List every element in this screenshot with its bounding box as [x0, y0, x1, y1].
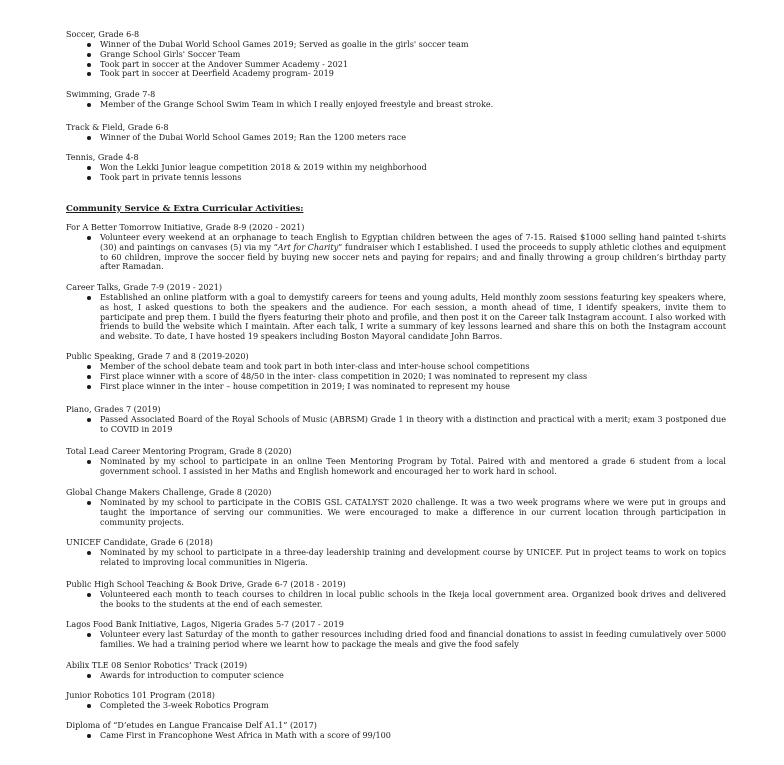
activity-public-speaking — [66, 352, 726, 391]
activity-title: Public High School Teaching & Book Drive, Grade 6-7 (2018 - 2019) — [66, 579, 346, 589]
list-item: Member of the school debate team and took part in both inter-class and inter-house school competitions — [66, 362, 726, 372]
activity-list — [66, 498, 726, 528]
activity-list — [66, 133, 726, 143]
list-item: Passed Associated Board of the Royal Schools of Music (ABRSM) Grade 1 in theory with a distinction and practical with a merit; exam 3 postponed due to COVID in 2019 — [66, 415, 726, 435]
activity-title: Soccer, Grade 6-8 — [66, 29, 140, 39]
activity-list — [66, 293, 726, 342]
section-heading: Community Service & Extra Curricular Activities: — [66, 204, 304, 214]
activity-list — [66, 590, 726, 610]
activity-list — [66, 415, 726, 435]
activity-list — [66, 731, 726, 741]
list-item: Nominated by my school to participate in the COBIS GSL CATALYST 2020 challenge. It was a two week programs where we were put in groups and taught the importance of serving our communities. We were encouraged to make a difference in our current location through participation in community projects. — [66, 498, 726, 528]
activity-list — [66, 40, 726, 79]
list-item: Nominated by my school to participate in a three-day leadership training and development course by UNICEF. Put in project teams to work on topics related to improving local communities in Nigeria. — [66, 548, 726, 568]
activity-unicef — [66, 538, 726, 568]
activity-list — [66, 457, 726, 477]
list-item: Completed the 3-week Robotics Program — [66, 701, 726, 711]
list-item: Awards for introduction to computer science — [66, 671, 726, 681]
activity-senior-robotics — [66, 661, 726, 681]
activity-total-mentoring — [66, 447, 726, 477]
activity-title: Global Change Makers Challenge, Grade 8 (2020) — [66, 487, 272, 497]
activity-list — [66, 701, 726, 711]
activity-list — [66, 233, 726, 272]
list-item: Volunteer every last Saturday of the month to gather resources including dried food and financial donations to assist in feeding cumulatively over 5000 families. We had a training period where we learnt how to package the meals and give the food safely — [66, 630, 726, 650]
activity-better-tomorrow — [66, 223, 726, 272]
activity-teaching-book-drive — [66, 580, 726, 610]
activity-title: For A Better Tomorrow Initiative, Grade 8-9 (2020 - 2021) — [66, 222, 305, 232]
list-item: First place winner with a score of 48/50 in the inter- class competition in 2020; I was nominated to represent my class — [66, 372, 726, 382]
activity-soccer — [66, 30, 726, 79]
activity-title: Swimming, Grade 7-8 — [66, 89, 156, 99]
activity-list — [66, 362, 726, 392]
activity-delf-diploma — [66, 721, 726, 741]
activity-list — [66, 671, 726, 681]
activity-junior-robotics — [66, 691, 726, 711]
activity-career-talks — [66, 283, 726, 342]
activity-title: Career Talks, Grade 7-9 (2019 - 2021) — [66, 282, 222, 292]
activity-swimming — [66, 90, 726, 110]
activity-food-bank — [66, 620, 726, 650]
activity-list — [66, 630, 726, 650]
activity-title: Track & Field, Grade 6-8 — [66, 122, 169, 132]
item-text: Volunteer every weekend at an orphanage to teach English to Egyptian children between the ages of 7-15. Raised $1000 selling hand painted t-shirts (30) and paintings on canvases (5) via my “ — [100, 231, 726, 252]
list-item: Came First in Francophone West Africa in Math with a score of 99/100 — [66, 731, 726, 741]
list-item: First place winner in the inter – house competition in 2019; I was nominated to represent my house — [66, 382, 726, 392]
list-item: Winner of the Dubai World School Games 2019; Served as goalie in the girls' soccer team — [66, 40, 726, 50]
list-item: Took part in private tennis lessons — [66, 173, 726, 183]
activity-title: Abilix TLE 08 Senior Robotics’ Track (2019) — [66, 660, 248, 670]
list-item: Winner of the Dubai World School Games 2019; Ran the 1200 meters race — [66, 133, 726, 143]
activity-tennis — [66, 153, 726, 183]
activity-title: Lagos Food Bank Initiative, Lagos, Nigeria Grades 5-7 (2017 - 2019 — [66, 619, 344, 629]
list-item: Volunteered each month to teach courses to children in local public schools in the Ikeja local government area. Organized book drives and delivered the books to the students at the end of each semester. — [66, 590, 726, 610]
activity-list — [66, 163, 726, 183]
activity-track-field — [66, 123, 726, 143]
list-item: Took part in soccer at Deerfield Academy program- 2019 — [66, 69, 726, 79]
activity-title: Junior Robotics 101 Program (2018) — [66, 690, 215, 700]
list-item: Won the Lekki Junior league competition 2018 & 2019 within my neighborhood — [66, 163, 726, 173]
activity-piano — [66, 405, 726, 435]
activity-title: Public Speaking, Grade 7 and 8 (2019-2020) — [66, 351, 249, 361]
list-item: Established an online platform with a goal to demystify careers for teens and young adults, Held monthly zoom sessions featuring key speakers where, as host, I asked questions to both the speakers and the audience. For each session, a month ahead of time, I identify speakers, invite them to participate and prep them. I build the flyers featuring their photo and profile, and then post it on the Career talk Instagram account. I also worked with friends to build the website which I maintain. After each talk, I write a summary of key lessons learned and share this on both the Instagram account and website. To date, I have hosted 19 speakers including Boston Mayoral candidate John Barros. — [66, 293, 726, 342]
activity-list — [66, 100, 726, 110]
activity-title: Total Lead Career Mentoring Program, Grade 8 (2020) — [66, 446, 292, 456]
activity-title: Tennis, Grade 4-8 — [66, 152, 139, 162]
activity-title: UNICEF Candidate, Grade 6 (2018) — [66, 537, 213, 547]
item-emphasis: Art for Charity — [277, 241, 339, 252]
item-text: ” fundraiser which I established. I used the proceeds to supply athletic clothes and equipment to 60 children, improve the soccer field by buying new soccer nets and paying for repairs; and and finally throwing a group children’s birthday party after Ramadan. — [100, 241, 726, 272]
list-item: Took part in soccer at the Andover Summer Academy - 2021 — [66, 60, 726, 70]
list-item: Member of the Grange School Swim Team in which I really enjoyed freestyle and breast stroke. — [66, 100, 726, 110]
activity-list — [66, 548, 726, 568]
list-item: Grange School Girls' Soccer Team — [66, 50, 726, 60]
list-item: Nominated by my school to participate in an online Teen Mentoring Program by Total. Paired with and mentored a grade 6 student from a local government school. I assisted in her Maths and English homework and encouraged her to work hard in school. — [66, 457, 726, 477]
activity-title: Piano, Grades 7 (2019) — [66, 404, 161, 414]
activity-title: Diploma of “D’etudes en Langue Francaise Delf A1.1” (2017) — [66, 720, 317, 730]
list-item — [66, 233, 726, 272]
activity-global-change — [66, 488, 726, 527]
